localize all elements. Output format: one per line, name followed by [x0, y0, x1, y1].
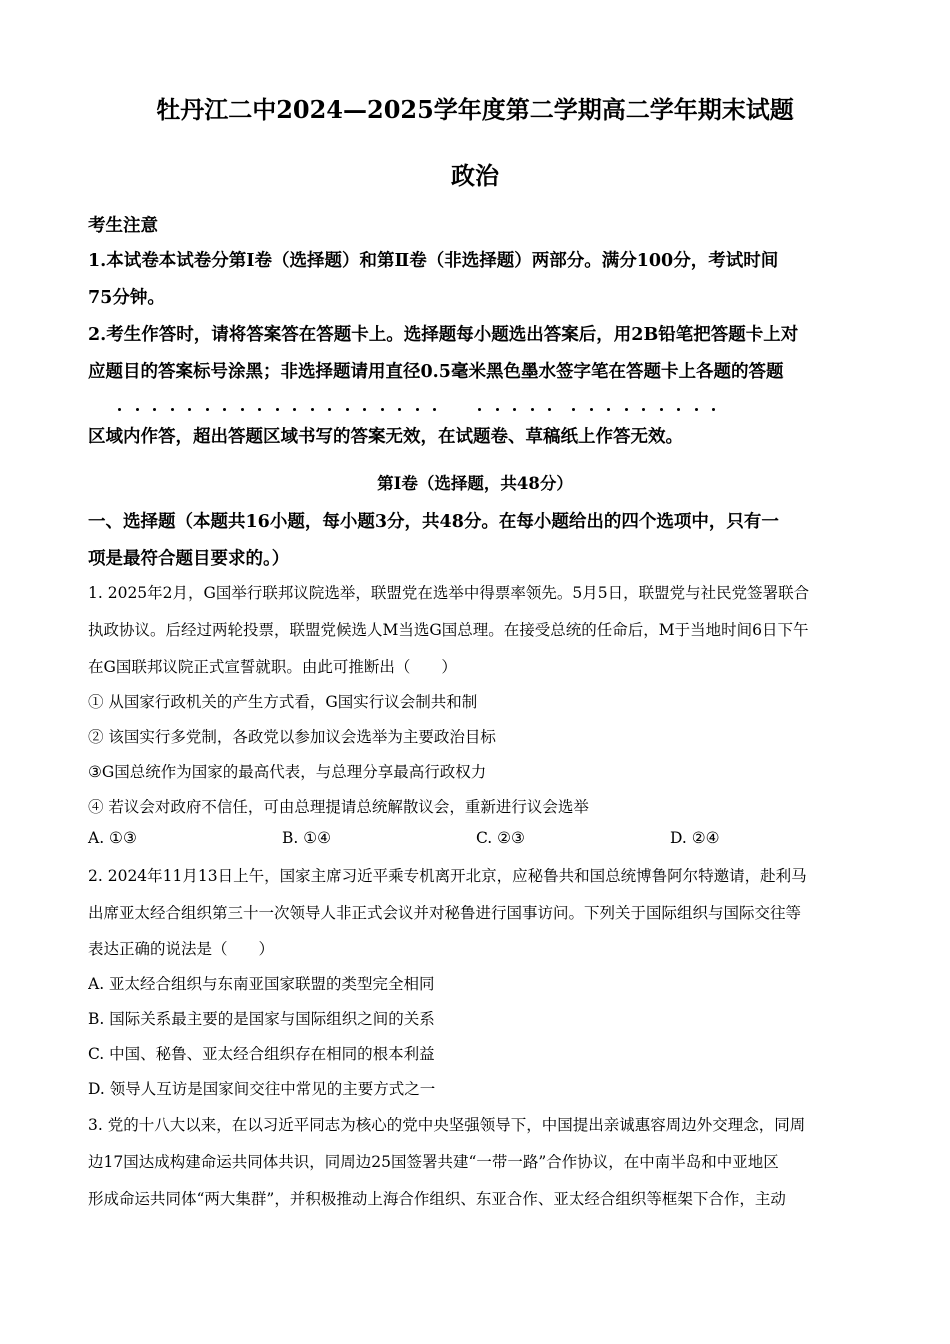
emphasis-dot: [416, 408, 419, 411]
emphasis-dot: [293, 408, 296, 411]
emphasis-dot: [118, 408, 121, 411]
emphasis-dot: [496, 408, 499, 411]
emphasis-dot: [531, 408, 534, 411]
emphasis-dot: [398, 408, 401, 411]
question-2-option-c[interactable]: C. 中国、秘鲁、亚太经合组织存在相同的根本利益: [88, 1045, 435, 1063]
emphasis-dot: [153, 408, 156, 411]
emphasis-dot: [328, 408, 331, 411]
question-3-stem: 形成命运共同体“两大集群”，并积极推动上海合作组织、东亚合作、亚太经合组织等框架下合作，主动: [88, 1190, 786, 1208]
notice-line: 应题目的答案标号涂黑；非选择题请用直径0.5毫米黑色墨水签字笔在答题卡上各题的答题: [88, 362, 784, 382]
question-2-stem: 出席亚太经合组织第三十一次领导人非正式会议并对秘鲁进行国事访问。下列关于国际组织与国际交往等: [88, 904, 802, 922]
question-1-option-c[interactable]: C. ②③: [476, 829, 525, 847]
emphasis-dot: [311, 408, 314, 411]
question-1-stem: 在G国联邦议院正式宣誓就职。由此可推断出（ ）: [88, 658, 457, 676]
question-3-stem: 边17国达成构建命运共同体共识，同周边25国签署共建“一带一路”合作协议，在中南半岛和中亚地区: [88, 1153, 779, 1171]
question-1-option-a[interactable]: A. ①③: [88, 829, 137, 847]
question-1-option-b[interactable]: B. ①④: [282, 829, 332, 847]
emphasis-dot: [712, 408, 715, 411]
notice-heading: 考生注意: [88, 216, 158, 236]
question-2-option-a[interactable]: A. 亚太经合组织与东南亚国家联盟的类型完全相同: [88, 975, 435, 993]
emphasis-dot: [478, 408, 481, 411]
emphasis-dot: [677, 408, 680, 411]
section-instructions: 一、选择题（本题共16小题，每小题3分，共48分。在每小题给出的四个选项中，只有一: [88, 512, 779, 532]
emphasis-dot: [607, 408, 610, 411]
emphasis-dot: [660, 408, 663, 411]
question-2-option-b[interactable]: B. 国际关系最主要的是国家与国际组织之间的关系: [88, 1010, 435, 1028]
emphasis-dot: [206, 408, 209, 411]
question-2-stem: 2. 2024年11月13日上午，国家主席习近平乘专机离开北京，应秘鲁共和国总统博鲁阿尔特邀请，赴利马: [88, 867, 807, 885]
emphasis-dot: [642, 408, 645, 411]
emphasis-dot: [548, 408, 551, 411]
emphasis-dot: [381, 408, 384, 411]
emphasis-dot: [625, 408, 628, 411]
question-3-stem: 3. 党的十八大以来，在以习近平同志为核心的党中央坚强领导下，中国提出亲诚惠容周边外交理念，同周: [88, 1116, 806, 1134]
emphasis-dot: [241, 408, 244, 411]
emphasis-dot: [276, 408, 279, 411]
question-1-stem: 执政协议。后经过两轮投票，联盟党候选人M当选G国总理。在接受总统的任命后，M于当地时间6日下午: [88, 621, 809, 639]
emphasis-dot: [258, 408, 261, 411]
emphasis-dots: [88, 408, 868, 416]
emphasis-dot: [346, 408, 349, 411]
emphasis-dot: [433, 408, 436, 411]
question-2-stem: 表达正确的说法是（ ）: [88, 940, 275, 958]
question-1-statement: ③G国总统作为国家的最高代表，与总理分享最高行政权力: [88, 763, 487, 781]
question-1-stem: 1. 2025年2月，G国举行联邦议院选举，联盟党在选举中得票率领先。5月5日，联盟党与社民党签署联合: [88, 584, 810, 602]
emphasis-dot: [695, 408, 698, 411]
subject-title: 政治: [451, 161, 499, 190]
notice-line: 2.考生作答时，请将答案答在答题卡上。选择题每小题选出答案后，用2B铅笔把答题卡上对: [88, 325, 799, 345]
question-2-option-d[interactable]: D. 领导人互访是国家间交往中常见的主要方式之一: [88, 1080, 436, 1098]
notice-line: 1.本试卷本试卷分第Ⅰ卷（选择题）和第Ⅱ卷（非选择题）两部分。满分100分，考试时间: [88, 251, 779, 271]
exam-title: 牡丹江二中2024—2025学年度第二学期高二学年期末试题: [156, 95, 794, 124]
emphasis-dot: [513, 408, 516, 411]
question-1-option-d[interactable]: D. ②④: [670, 829, 720, 847]
emphasis-dot: [572, 408, 575, 411]
emphasis-dot: [171, 408, 174, 411]
notice-line: 区域内作答，超出答题区域书写的答案无效，在试题卷、草稿纸上作答无效。: [88, 427, 683, 447]
emphasis-dot: [136, 408, 139, 411]
section-heading: 第Ⅰ卷（选择题，共48分）: [377, 474, 573, 493]
emphasis-dot: [223, 408, 226, 411]
question-1-statement: ② 该国实行多党制，各政党以参加议会选举为主要政治目标: [88, 728, 496, 746]
question-1-statement: ① 从国家行政机关的产生方式看，G国实行议会制共和制: [88, 693, 478, 711]
emphasis-dot: [590, 408, 593, 411]
emphasis-dot: [188, 408, 191, 411]
question-1-statement: ④ 若议会对政府不信任，可由总理提请总统解散议会，重新进行议会选举: [88, 798, 589, 816]
section-instructions: 项是最符合题目要求的。）: [88, 549, 290, 569]
emphasis-dot: [363, 408, 366, 411]
notice-line: 75分钟。: [88, 288, 165, 308]
